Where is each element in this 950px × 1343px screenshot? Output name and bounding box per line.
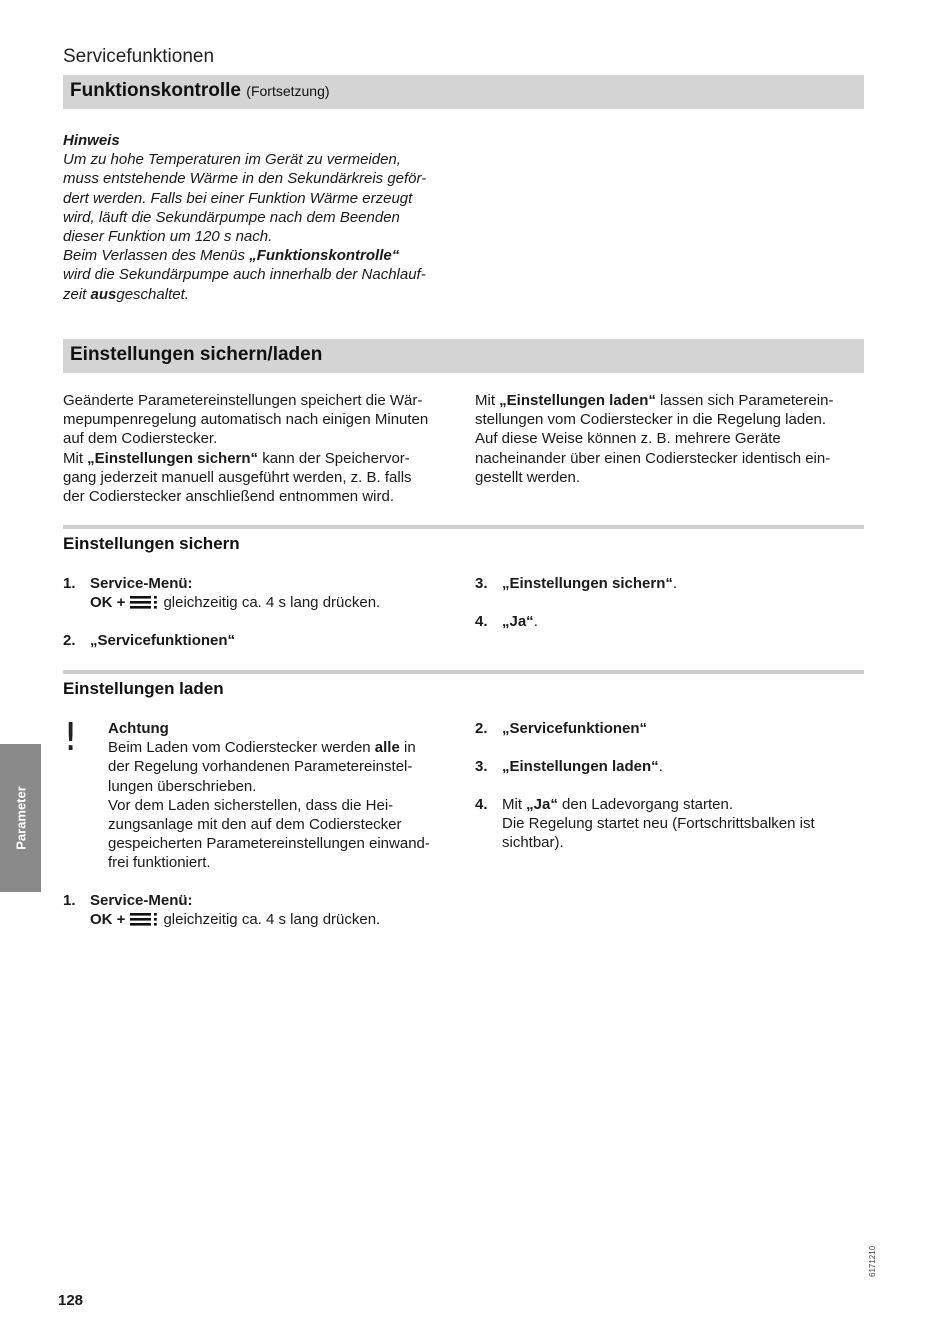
chapter-side-tab — [0, 744, 41, 892]
intro-line: mepumpenregelung automatisch nach einigen Minuten — [63, 411, 429, 429]
step-key-combo — [90, 910, 460, 929]
step-number: 1. — [63, 892, 76, 909]
page-number: 128 — [58, 1292, 84, 1309]
intro-line: der Codierstecker anschließend entnommen wird. — [63, 488, 394, 506]
step-text: gleichzeitig ca. 4 s lang drücken. — [163, 594, 381, 612]
intro-line: auf dem Codierstecker. — [63, 430, 218, 448]
note-line: dert werden. Falls bei einer Funktion Wärme erzeugt — [63, 189, 413, 207]
note-line: zeit ausgeschaltet. — [63, 285, 189, 303]
step-number: 4. — [475, 796, 488, 813]
note-line: Beim Verlassen des Menüs „Funktionskontrolle“ — [63, 247, 400, 265]
step-text: „Ja“ — [502, 613, 534, 630]
ok-key-label: OK + — [90, 911, 126, 929]
step-number: 1. — [63, 575, 76, 592]
intro-line: Mit „Einstellungen laden“ lassen sich Parameterein- — [475, 392, 834, 409]
step-text: Mit „Ja“ den Ladevorgang starten. — [502, 796, 733, 813]
warning-line: Beim Laden vom Codierstecker werden alle in — [108, 739, 416, 757]
step-text: „Einstellungen laden“ — [502, 758, 659, 775]
warning-line: gespeicherten Parametereinstellungen einwand- — [108, 835, 430, 853]
note-hinweis — [63, 131, 458, 304]
menu-lines-icon — [130, 912, 158, 927]
step-text: gleichzeitig ca. 4 s lang drücken. — [163, 911, 381, 929]
note-line: wird, läuft die Sekundärpumpe nach dem Beenden — [63, 208, 400, 226]
step-key-combo — [90, 593, 460, 612]
intro-line: nacheinander über einen Codierstecker identisch ein- — [475, 449, 831, 467]
warning-line: der Regelung vorhandenen Parametereinstel- — [108, 758, 413, 776]
intro-left-column — [63, 391, 458, 506]
warning-exclamation-icon: ! — [63, 715, 79, 759]
step-number: 4. — [475, 613, 488, 630]
step-text: „Servicefunktionen“ — [90, 632, 236, 649]
step-number: 2. — [63, 632, 76, 649]
warning-line: lungen überschrieben. — [108, 777, 257, 795]
chapter-side-tab-label: Parameter — [13, 786, 28, 850]
warning-line: zungsanlage mit den auf dem Codierstecker — [108, 816, 402, 834]
document-number: 6171210 — [868, 1245, 877, 1277]
intro-line: gang jederzeit manuell ausgeführt werden, z. B. falls — [63, 468, 412, 486]
section-title-funktionskontrolle — [70, 80, 330, 102]
warning-title: Achtung — [108, 720, 169, 737]
note-title: Hinweis — [63, 132, 120, 149]
section-title-text: Funktionskontrolle — [70, 80, 241, 101]
section-title-suffix: (Fortsetzung) — [246, 83, 330, 99]
section-rule — [63, 525, 864, 529]
intro-right-column — [475, 391, 867, 487]
section-rule — [63, 670, 864, 674]
subheading-save: Einstellungen sichern — [63, 534, 240, 553]
intro-line: stellungen vom Codierstecker in die Regelung laden. — [475, 411, 827, 429]
step-text: sichtbar). — [502, 834, 564, 852]
warning-block — [108, 719, 458, 873]
step-text: Die Regelung startet neu (Fortschrittsbalken ist — [502, 815, 815, 833]
step-title: Service-Menü: — [90, 892, 193, 909]
step-text: „Servicefunktionen“ — [502, 720, 648, 737]
intro-line: Mit „Einstellungen sichern“ kann der Speichervor- — [63, 449, 410, 467]
intro-line: Auf diese Weise können z. B. mehrere Geräte — [475, 430, 781, 448]
section-title-einstellungen: Einstellungen sichern/laden — [70, 344, 323, 365]
running-head: Servicefunktionen — [63, 46, 215, 67]
step-text: „Einstellungen sichern“ — [502, 575, 673, 592]
warning-line: frei funktioniert. — [108, 854, 211, 872]
note-line: dieser Funktion um 120 s nach. — [63, 228, 273, 246]
step-number: 3. — [475, 758, 488, 775]
ok-key-label: OK + — [90, 594, 126, 612]
subheading-load: Einstellungen laden — [63, 679, 224, 698]
step-title: Service-Menü: — [90, 575, 193, 592]
menu-lines-icon — [130, 595, 158, 610]
note-line: muss entstehende Wärme in den Sekundärkreis geför- — [63, 170, 427, 188]
step-number: 2. — [475, 720, 488, 737]
warning-line: Vor dem Laden sicherstellen, dass die Hei- — [108, 796, 394, 814]
note-line: wird die Sekundärpumpe auch innerhalb der Nachlauf- — [63, 266, 426, 284]
intro-line: gestellt werden. — [475, 468, 581, 486]
note-menu-name: „Funktionskontrolle“ — [249, 247, 400, 265]
intro-line: Geänderte Parametereinstellungen speichert die Wär- — [63, 392, 423, 409]
note-line: Um zu hohe Temperaturen im Gerät zu vermeiden, — [63, 151, 401, 169]
step-number: 3. — [475, 575, 488, 592]
